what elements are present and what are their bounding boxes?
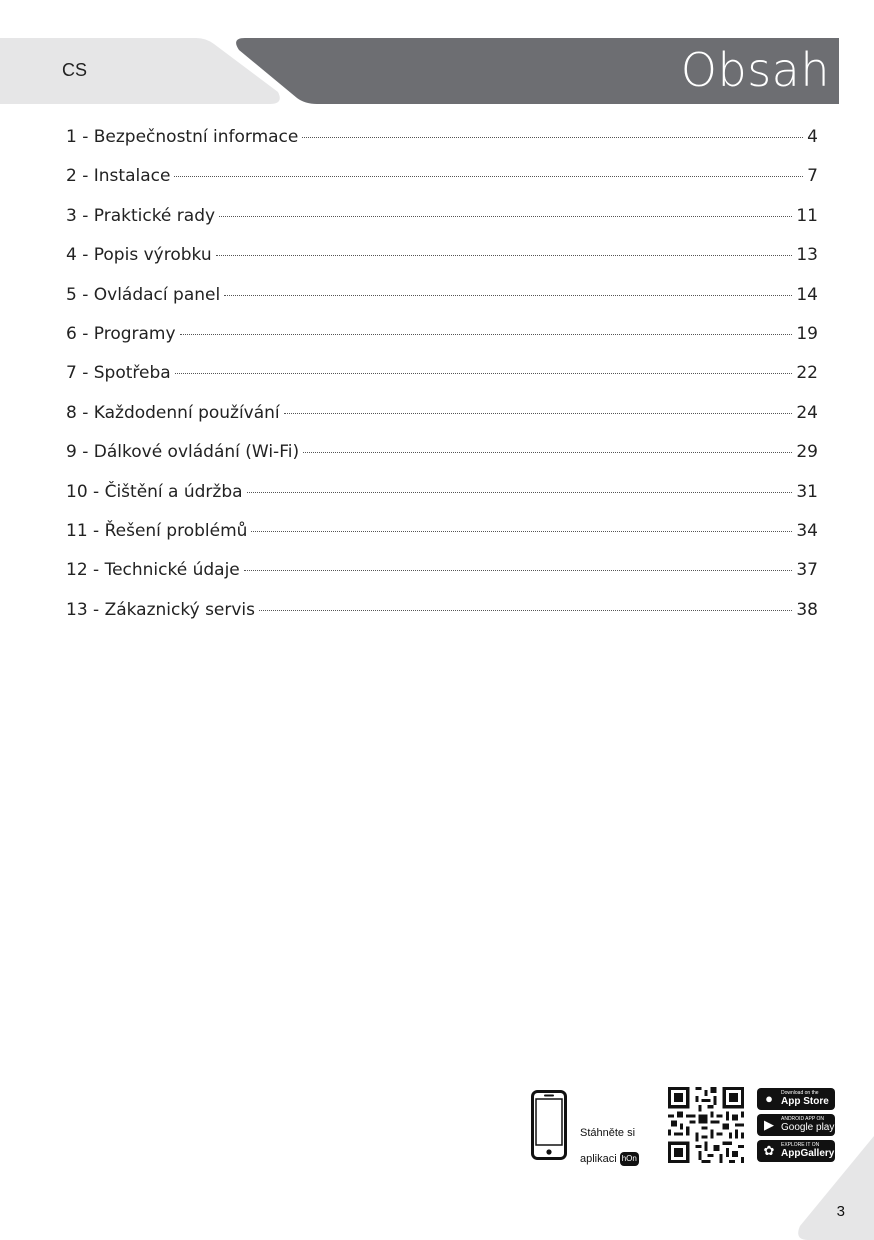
toc-entry-title: 13 - Zákaznický servis (66, 599, 256, 620)
toc-entry[interactable] (66, 276, 818, 315)
play-icon: ▶ (764, 1117, 774, 1132)
toc-entry-title: 6 - Programy (66, 323, 176, 344)
toc-leader (259, 610, 792, 611)
toc-entry-page: 34 (796, 520, 818, 541)
toc-leader (251, 531, 792, 532)
toc-leader (175, 373, 793, 374)
toc-entry[interactable] (66, 236, 818, 275)
toc-entry-page: 14 (796, 284, 818, 305)
toc-entry-page: 37 (796, 560, 818, 581)
language-label: CS (62, 60, 88, 80)
toc-entry-page: 7 (807, 166, 818, 187)
toc-entry[interactable] (66, 512, 818, 551)
toc-entry-title: 4 - Popis výrobku (66, 245, 212, 266)
toc-entry-title: 12 - Technické údaje (66, 560, 240, 581)
toc-leader (219, 216, 792, 217)
download-line-2 (580, 1146, 639, 1172)
toc-entry-page: 24 (796, 402, 818, 423)
hon-app-badge: hOn (620, 1152, 639, 1166)
toc-entry-title: 10 - Čištění a údržba (66, 481, 243, 502)
toc-entry-page: 19 (796, 323, 818, 344)
download-text (580, 1120, 639, 1172)
store-badge-small-text: EXPLORE IT ON (781, 1142, 820, 1148)
toc-entry[interactable] (66, 197, 818, 236)
store-badge-small-text: Download on the (781, 1090, 819, 1096)
page-title: Obsah (680, 43, 830, 97)
toc-entry-page: 38 (796, 599, 818, 620)
toc-entry[interactable] (66, 551, 818, 590)
toc-entry-page: 11 (796, 205, 818, 226)
app-download-block (528, 1085, 838, 1170)
toc-entry[interactable] (66, 433, 818, 472)
toc-leader (180, 334, 793, 335)
toc-entry-title: 9 - Dálkové ovládání (Wi-Fi) (66, 442, 300, 463)
toc-entry[interactable] (66, 118, 818, 157)
download-line-2-text: aplikaci (580, 1153, 617, 1165)
toc-leader (303, 452, 792, 453)
toc-entry-page: 13 (796, 245, 818, 266)
toc-entry-page: 31 (796, 481, 818, 502)
toc-leader (224, 295, 792, 296)
toc-entry-title: 3 - Praktické rady (66, 205, 216, 226)
toc-entry-page: 4 (807, 127, 818, 147)
toc-leader (247, 492, 793, 493)
toc-entry-page: 22 (796, 363, 818, 384)
store-badge-small-text: ANDROID APP ON (781, 1116, 824, 1122)
app-store-badge[interactable] (757, 1088, 835, 1110)
toc-entry[interactable] (66, 354, 818, 393)
huawei-icon: ✿ (763, 1143, 775, 1158)
toc-entry-title: 7 - Spotřeba (66, 363, 171, 384)
table-of-contents (66, 118, 818, 630)
toc-entry[interactable] (66, 394, 818, 433)
toc-entry-title: 11 - Řešení problémů (66, 520, 248, 541)
store-badge-name: App Store (781, 1096, 829, 1107)
store-badge-name: Google play (781, 1122, 835, 1133)
apple-icon: ● (765, 1091, 773, 1106)
toc-entry[interactable] (66, 473, 818, 512)
toc-entry-title: 2 - Instalace (66, 166, 171, 187)
toc-entry[interactable] (66, 157, 818, 196)
toc-leader (284, 413, 793, 414)
download-line-1: Stáhněte si (580, 1127, 636, 1139)
google-play-badge[interactable] (757, 1114, 835, 1136)
toc-entry[interactable] (66, 591, 818, 630)
smartphone-icon (531, 1090, 567, 1160)
toc-entry[interactable] (66, 315, 818, 354)
toc-entry-title: 1 - Bezpečnostní informace (66, 127, 299, 147)
toc-leader (174, 176, 803, 177)
page-corner (794, 1136, 874, 1240)
toc-leader (302, 137, 803, 138)
page-number: 3 (836, 1203, 845, 1220)
toc-entry-page: 29 (796, 442, 818, 463)
qr-code-icon[interactable] (668, 1087, 744, 1163)
store-badge-name: AppGallery (781, 1148, 835, 1159)
toc-leader (216, 255, 793, 256)
toc-entry-title: 5 - Ovládací panel (66, 284, 221, 305)
toc-entry-title: 8 - Každodenní používání (66, 402, 280, 423)
toc-leader (244, 570, 793, 571)
